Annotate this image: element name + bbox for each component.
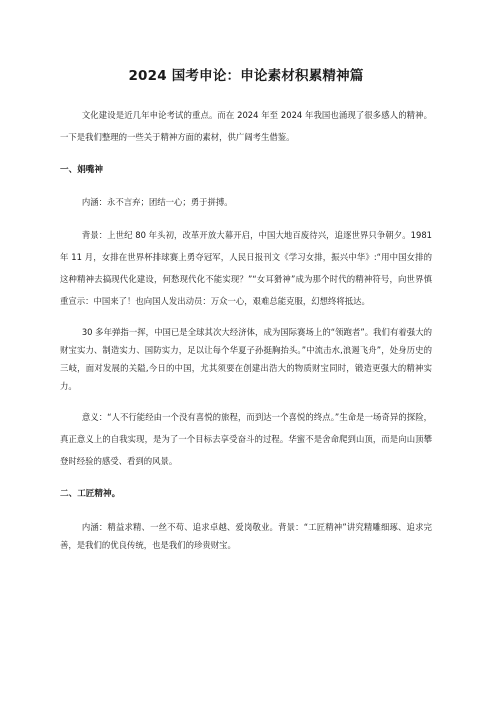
section-1-heading: 一、娟嘴神 — [60, 165, 103, 175]
section-1-background-1: 背景：上世纪 80 年头初，改革开放大幕开启，中国大地百废待兴，追逐世界只争朝夕。1981 年 11 月，女排在世界杯排球赛上勇夺冠军，人民日报刊文《学习女排，振兴中华》:“用中国女排的这种精神去搞现代化建设，何愁现代化不能实现？”“女耳猾神”成为那个时代的精神符号，向世界慎重宣示：中国来了！也向国人发出动员：万众一心，艰难总能克服，幻想终将抵达。 — [60, 230, 432, 306]
section-1-connotation: 内涵：永不言弃；团结一心；勇于拼搏。 — [81, 197, 233, 207]
section-2-heading: 二、工匠精神。 — [60, 489, 121, 499]
section-2-connotation: 内涵：精益求精、一丝不苟、追求卓越、爱岗敬业。背景：“工匠精神”讲究精雕细琢、追求完善，是我们的优良传统，也是我们的珍贵财宝。 — [60, 522, 432, 550]
document-title: 2024 国考申论：申论素材积累精神篇 — [128, 68, 364, 84]
section-1-background-2: 30 多年弹指一挥，中国已是全球其次大经济体，成为国际赛场上的“领跑者”。我们有着强大的财宝实力、制造实力、国防实力，足以让每个华夏子孙挺胸抬头。”中流击水,浪遏飞舟”，处身历史的三岐，面对发展的关隘,今日的中国，尤其须要在创建出浩大的物质财宝同时，锻造更强大的精神实力。 — [60, 327, 432, 391]
intro-paragraph: 文化建设是近几年申论考试的重点。而在 2024 年至 2024 年我国也涌现了很多感人的精神。一下是我们整理的一些关于精神方面的素材，供广阔考生借鉴。 — [60, 110, 432, 142]
section-1-meaning: 意义：“人不行能经由一个没有喜悦的旅程，而到达一个喜悦的终点。”生命是一场奇异的探险，真正意义上的自我实现，是为了一个目标去享受奋斗的过程。华蜜不是舍命爬到山顶，而是向山顶攀登时经验的感受、看到的风景。 — [60, 412, 432, 466]
